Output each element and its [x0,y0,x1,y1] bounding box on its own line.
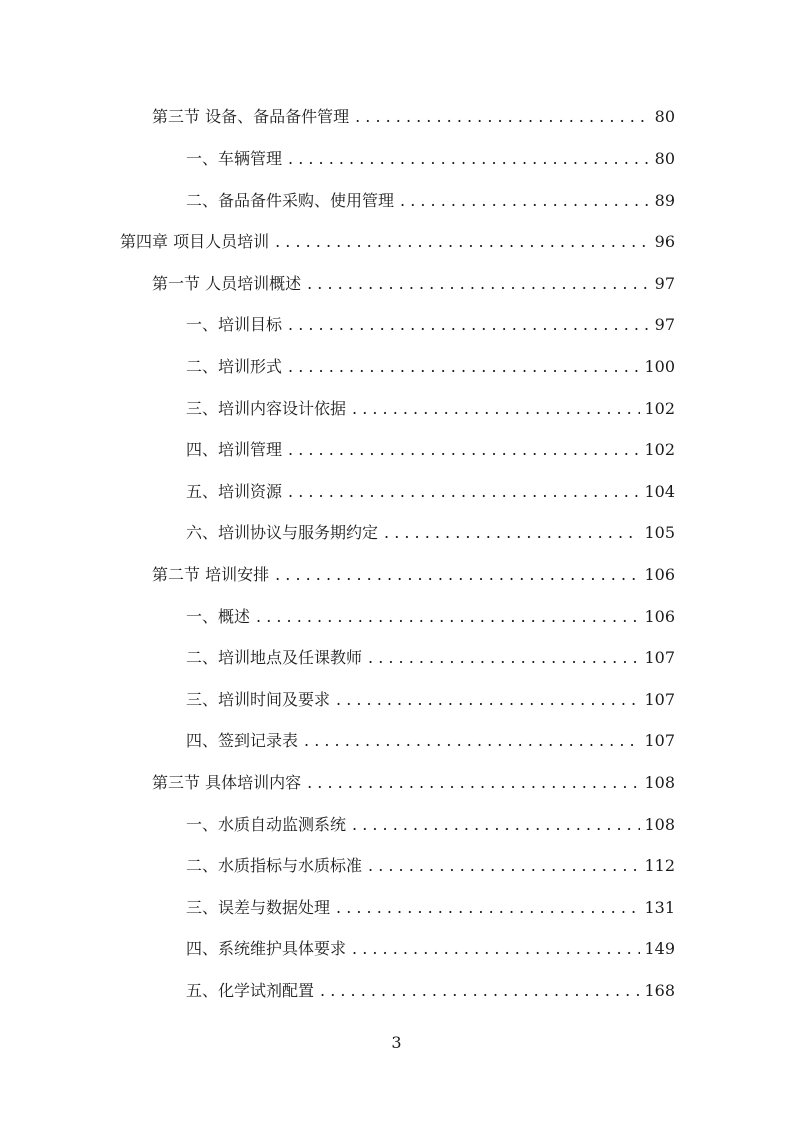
toc-entry[interactable] [186,436,675,464]
toc-entry-label: 第三节 设备、备品备件管理 [152,107,350,126]
toc-entry[interactable] [186,727,675,755]
toc-leader-dots [352,811,640,839]
toc-entry[interactable] [152,103,675,131]
toc-leader-dots [384,519,640,547]
toc-leader-dots [368,644,640,672]
toc-entry-label: 第四章 项目人员培训 [120,232,270,251]
toc-entry-label: 一、培训目标 [186,315,283,334]
toc-entry[interactable] [186,686,675,714]
toc-entry-page: 102 [644,440,675,459]
toc-leader-dots [400,187,651,215]
toc-entry-page: 168 [644,981,675,1000]
toc-entry-label: 四、系统维护具体要求 [186,939,347,958]
toc-entry[interactable] [186,811,675,839]
toc-entry[interactable] [186,395,675,423]
toc-entry[interactable] [186,644,675,672]
toc-entry-label: 第一节 人员培训概述 [152,274,302,293]
toc-leader-dots [355,103,651,131]
toc-leader-dots [304,727,640,755]
toc-entry-label: 四、培训管理 [186,440,283,459]
toc-entry-label: 二、水质指标与水质标准 [186,856,363,875]
toc-entry-page: 106 [644,607,675,626]
toc-entry-label: 一、车辆管理 [186,149,283,168]
toc-entry-page: 107 [644,731,675,750]
toc-entry-page: 104 [644,482,675,501]
toc-entry[interactable] [186,977,675,1005]
toc-leader-dots [352,935,640,963]
toc-entry-page: 102 [644,399,675,418]
toc-leader-dots [307,270,651,298]
toc-entry-page: 108 [644,815,675,834]
toc-entry[interactable] [186,935,675,963]
toc-leader-dots [288,436,640,464]
toc-leader-dots [368,852,640,880]
toc-leader-dots [288,145,651,173]
toc-entry-page: 97 [654,274,675,293]
toc-leader-dots [320,977,640,1005]
toc-entry[interactable] [186,187,675,215]
toc-entry[interactable] [186,519,675,547]
toc-entry-label: 六、培训协议与服务期约定 [186,523,379,542]
toc-entry-label: 五、化学试剂配置 [186,981,315,1000]
toc-entry[interactable] [152,270,675,298]
toc-entry-label: 一、概述 [186,607,251,626]
toc-entry[interactable] [152,769,675,797]
page-number: 3 [391,1033,402,1052]
toc-entry[interactable] [186,145,675,173]
toc-entry[interactable] [186,311,675,339]
toc-entry-page: 107 [644,648,675,667]
toc-entry[interactable] [186,478,675,506]
toc-entry-label: 第三节 具体培训内容 [152,773,302,792]
toc-entry-label: 四、签到记录表 [186,731,299,750]
toc-leader-dots [307,769,640,797]
toc-leader-dots [288,311,651,339]
toc-entry[interactable] [186,852,675,880]
toc-entry[interactable] [120,228,675,256]
toc-leader-dots [256,603,640,631]
toc-entry-page: 97 [654,315,675,334]
toc-entry-label: 五、培训资源 [186,482,283,501]
toc-entry-page: 107 [644,690,675,709]
toc-entry-page: 80 [654,149,675,168]
toc-entry-label: 三、培训内容设计依据 [186,399,347,418]
toc-entry-label: 三、误差与数据处理 [186,898,331,917]
toc-entry-label: 一、水质自动监测系统 [186,815,347,834]
toc-entry-page: 100 [644,357,675,376]
toc-leader-dots [275,228,651,256]
toc-leader-dots [336,894,640,922]
toc-leader-dots [275,561,640,589]
toc-entry-page: 96 [654,232,675,251]
toc-entry-label: 二、备品备件采购、使用管理 [186,191,395,210]
toc-entry[interactable] [152,561,675,589]
toc-entry-page: 112 [644,856,675,875]
toc-entry-page: 131 [644,898,675,917]
toc-entry-page: 106 [644,565,675,584]
toc-entry-label: 二、培训形式 [186,357,283,376]
toc-entry-page: 80 [654,107,675,126]
toc-entry-label: 二、培训地点及任课教师 [186,648,363,667]
toc-leader-dots [352,395,640,423]
toc-entry-page: 89 [654,191,675,210]
toc-entry[interactable] [186,603,675,631]
toc-entry-label: 第二节 培训安排 [152,565,270,584]
toc-entry[interactable] [186,894,675,922]
toc-entry-label: 三、培训时间及要求 [186,690,331,709]
toc-entry-page: 149 [644,939,675,958]
toc-entry[interactable] [186,353,675,381]
toc-entry-page: 105 [644,523,675,542]
toc-leader-dots [336,686,640,714]
toc-leader-dots [288,478,640,506]
toc-entry-page: 108 [644,773,675,792]
toc-leader-dots [288,353,640,381]
